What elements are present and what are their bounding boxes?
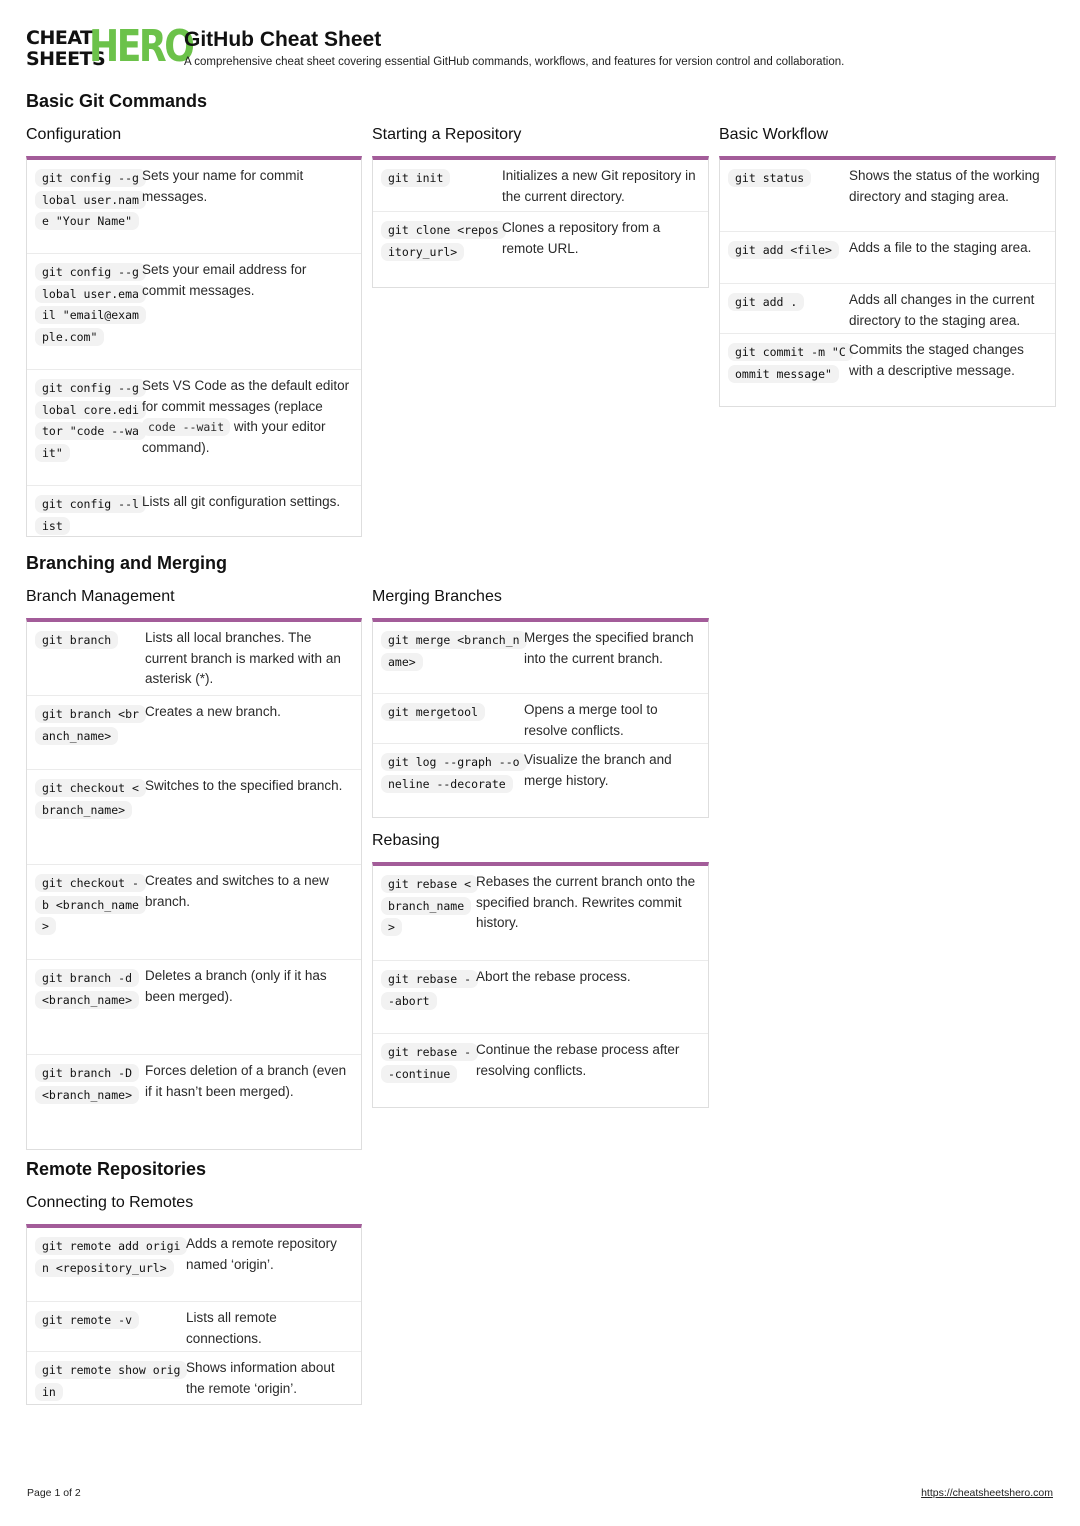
card-title-merging: Merging Branches: [372, 588, 502, 605]
command-description: Shows information about the remote ‘origin’.: [186, 1360, 335, 1396]
command-code[interactable]: git remote add origin <repository_url>: [35, 1237, 187, 1277]
command-description: Shows the status of the working directory and staging area.: [849, 168, 1040, 204]
table-row: [373, 160, 708, 212]
table-row: [373, 744, 708, 817]
command-code[interactable]: git commit -m "Commit message": [728, 343, 853, 383]
card-title-branch-management: Branch Management: [26, 588, 175, 605]
table-row: [27, 160, 361, 254]
command-code[interactable]: git branch: [35, 631, 118, 649]
card-configuration: [26, 156, 362, 537]
command-code[interactable]: git clone <repository_url>: [381, 221, 506, 261]
command-code[interactable]: git add .: [728, 293, 804, 311]
card-title-configuration: Configuration: [26, 126, 122, 143]
command-code[interactable]: git rebase --continue: [381, 1043, 478, 1083]
table-row: [27, 1352, 361, 1404]
card-title-remotes: Connecting to Remotes: [26, 1194, 194, 1211]
command-description: Switches to the specified branch.: [145, 778, 343, 793]
table-row: [373, 961, 708, 1034]
command-description: Commits the staged changes with a descriptive message.: [849, 342, 1024, 378]
table-row: [720, 284, 1055, 334]
table-row: [373, 1034, 708, 1107]
command-code[interactable]: git rebase <branch_name>: [381, 875, 478, 936]
command-code[interactable]: git log --graph --oneline --decorate: [381, 753, 527, 793]
table-row: [27, 370, 361, 486]
command-description: Creates and switches to a new branch.: [145, 873, 329, 909]
description-text: with your editor command).: [142, 419, 326, 455]
command-code[interactable]: git config --global user.name "Your Name": [35, 169, 146, 230]
table-row: [720, 334, 1055, 406]
page-subtitle: A comprehensive cheat sheet covering essential GitHub commands, workflows, and features for version control and collaboration.: [184, 56, 845, 68]
table-row: [27, 254, 361, 370]
card-branch-management: [26, 618, 362, 1150]
card-title-starting: Starting a Repository: [372, 126, 522, 143]
table-row: [720, 160, 1055, 232]
card-starting-repository: [372, 156, 709, 288]
command-code[interactable]: git checkout <branch_name>: [35, 779, 146, 819]
table-row: [373, 866, 708, 961]
page-number: Page 1 of 2: [27, 1487, 81, 1499]
command-code[interactable]: git branch -d <branch_name>: [35, 969, 139, 1009]
inline-code[interactable]: code --wait: [142, 418, 230, 436]
table-row: [373, 212, 708, 287]
command-code[interactable]: git checkout -b <branch_name>: [35, 874, 146, 935]
command-description: Adds a remote repository named ‘origin’.: [186, 1236, 337, 1272]
table-row: [27, 622, 361, 696]
command-description: Initializes a new Git repository in the current directory.: [502, 168, 696, 204]
command-code[interactable]: git config --global user.email "email@example.com": [35, 263, 146, 346]
logo-cheat-text: CHEAT: [26, 27, 93, 49]
command-code[interactable]: git branch <branch_name>: [35, 705, 146, 745]
site-link[interactable]: https://cheatsheetshero.com: [921, 1487, 1053, 1499]
table-row: [27, 486, 361, 536]
command-description: Rebases the current branch onto the specified branch. Rewrites commit history.: [476, 874, 696, 930]
command-description: Sets your email address for commit messages.: [142, 262, 307, 298]
section-title-branching: Branching and Merging: [26, 553, 228, 573]
card-title-workflow: Basic Workflow: [719, 126, 829, 143]
command-code[interactable]: git remote -v: [35, 1311, 139, 1329]
card-basic-workflow: [719, 156, 1056, 407]
card-title-rebasing: Rebasing: [372, 832, 440, 849]
command-description: Forces deletion of a branch (even if it hasn’t been merged).: [145, 1063, 347, 1099]
table-row: [27, 696, 361, 770]
command-description: Visualize the branch and merge history.: [524, 752, 672, 788]
card-merging-branches: [372, 618, 709, 818]
logo-sheets-text: SHEETS: [26, 48, 106, 70]
table-row: [373, 694, 708, 744]
command-description: [142, 376, 353, 479]
command-description: Lists all local branches. The current branch is marked with an asterisk (*).: [145, 630, 341, 686]
command-code[interactable]: git config --list: [35, 495, 146, 535]
description-text: Sets VS Code as the default editor for commit messages (replace: [142, 378, 350, 414]
command-description: Abort the rebase process.: [476, 969, 631, 984]
command-description: Merges the specified branch into the current branch.: [524, 630, 694, 666]
command-code[interactable]: git status: [728, 169, 811, 187]
command-description: Clones a repository from a remote URL.: [502, 220, 661, 256]
card-rebasing: [372, 862, 709, 1108]
command-description: Adds all changes in the current directory to the staging area.: [849, 292, 1035, 328]
command-description: Lists all git configuration settings.: [142, 494, 341, 509]
section-title-remote: Remote Repositories: [26, 1159, 207, 1179]
command-code[interactable]: git branch -D <branch_name>: [35, 1064, 139, 1104]
page-title: GitHub Cheat Sheet: [184, 28, 382, 51]
command-code[interactable]: git remote show origin: [35, 1361, 187, 1401]
command-code[interactable]: git add <file>: [728, 241, 839, 259]
card-connecting-remotes: [26, 1224, 362, 1405]
table-row: [27, 960, 361, 1055]
command-description: Opens a merge tool to resolve conflicts.: [524, 702, 658, 738]
command-code[interactable]: git rebase --abort: [381, 970, 478, 1010]
logo-hero-text: HERO: [89, 21, 193, 72]
command-code[interactable]: git init: [381, 169, 450, 187]
section-title-basic: Basic Git Commands: [26, 91, 208, 111]
command-description: Sets your name for commit messages.: [142, 168, 304, 204]
command-code[interactable]: git mergetool: [381, 703, 485, 721]
table-row: [27, 1228, 361, 1302]
table-row: [27, 1302, 361, 1352]
cheatsheetshero-logo[interactable]: [26, 21, 193, 72]
command-description: Lists all remote connections.: [186, 1310, 277, 1346]
command-description: Continue the rebase process after resolving conflicts.: [476, 1042, 680, 1078]
table-row: [373, 622, 708, 694]
table-row: [27, 1055, 361, 1149]
command-description: Adds a file to the staging area.: [849, 240, 1032, 255]
table-row: [720, 232, 1055, 284]
command-code[interactable]: git config --global core.editor "code --wait": [35, 379, 146, 462]
table-row: [27, 865, 361, 960]
command-description: Creates a new branch.: [145, 704, 281, 719]
command-description: Deletes a branch (only if it has been merged).: [145, 968, 327, 1004]
page-header: [26, 21, 1056, 74]
command-code[interactable]: git merge <branch_name>: [381, 631, 527, 671]
table-row: [27, 770, 361, 865]
